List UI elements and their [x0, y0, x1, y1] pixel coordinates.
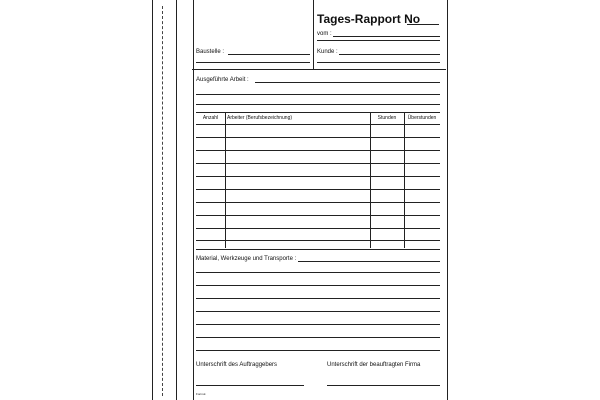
customer-label: Kunde : — [317, 49, 338, 55]
date-field-line[interactable] — [333, 36, 440, 37]
customer-field-line[interactable] — [339, 54, 440, 55]
material-label: Material, Werkzeuge und Transporte : — [196, 256, 297, 262]
table-row[interactable] — [196, 240, 440, 241]
customer-field-line-2 — [317, 62, 440, 63]
signature-client-line[interactable] — [196, 385, 304, 386]
header-overtime: Überstunden — [407, 115, 437, 121]
table-row[interactable] — [196, 189, 440, 190]
footer-code: Formul. — [196, 392, 207, 396]
table-row[interactable] — [196, 176, 440, 177]
work-field-line-3[interactable] — [196, 104, 440, 105]
table-row[interactable] — [196, 215, 440, 216]
report-number-line[interactable] — [407, 24, 439, 25]
date-label: vom : — [317, 31, 332, 37]
material-line[interactable] — [196, 298, 440, 299]
work-field-line-2[interactable] — [196, 94, 440, 95]
binding-margin — [176, 0, 194, 400]
material-line[interactable] — [196, 350, 440, 351]
material-line[interactable] — [196, 272, 440, 273]
table-row[interactable] — [196, 228, 440, 229]
signature-client-label: Unterschrift des Auftraggebers — [196, 362, 278, 368]
signature-company-line[interactable] — [327, 385, 440, 386]
table-row[interactable] — [196, 137, 440, 138]
header-quantity: Anzahl — [202, 115, 219, 121]
material-line[interactable] — [196, 324, 440, 325]
signature-company-label: Unterschrift der beauftragten Firma — [327, 362, 421, 368]
material-line[interactable] — [196, 337, 440, 338]
site-field-line-2 — [196, 62, 310, 63]
perforation-line — [162, 6, 163, 396]
work-label: Ausgeführte Arbeit : — [196, 77, 249, 83]
header-bottom-line — [192, 69, 446, 70]
table-row[interactable] — [196, 202, 440, 203]
material-field-line-1[interactable] — [298, 261, 440, 262]
material-line[interactable] — [196, 311, 440, 312]
header-hours: Stunden — [377, 115, 397, 121]
site-label: Baustelle : — [196, 49, 225, 55]
table-row[interactable] — [196, 150, 440, 151]
work-field-line-1[interactable] — [255, 82, 440, 83]
site-field-line[interactable] — [228, 54, 310, 55]
form-title: Tages-Rapport No — [317, 12, 421, 26]
table-row[interactable] — [196, 163, 440, 164]
material-line[interactable] — [196, 285, 440, 286]
date-field-line-2 — [317, 40, 440, 41]
header-worker: Arbeiter (Berufsbezeichnung) — [227, 115, 293, 121]
header-divider — [313, 0, 314, 69]
